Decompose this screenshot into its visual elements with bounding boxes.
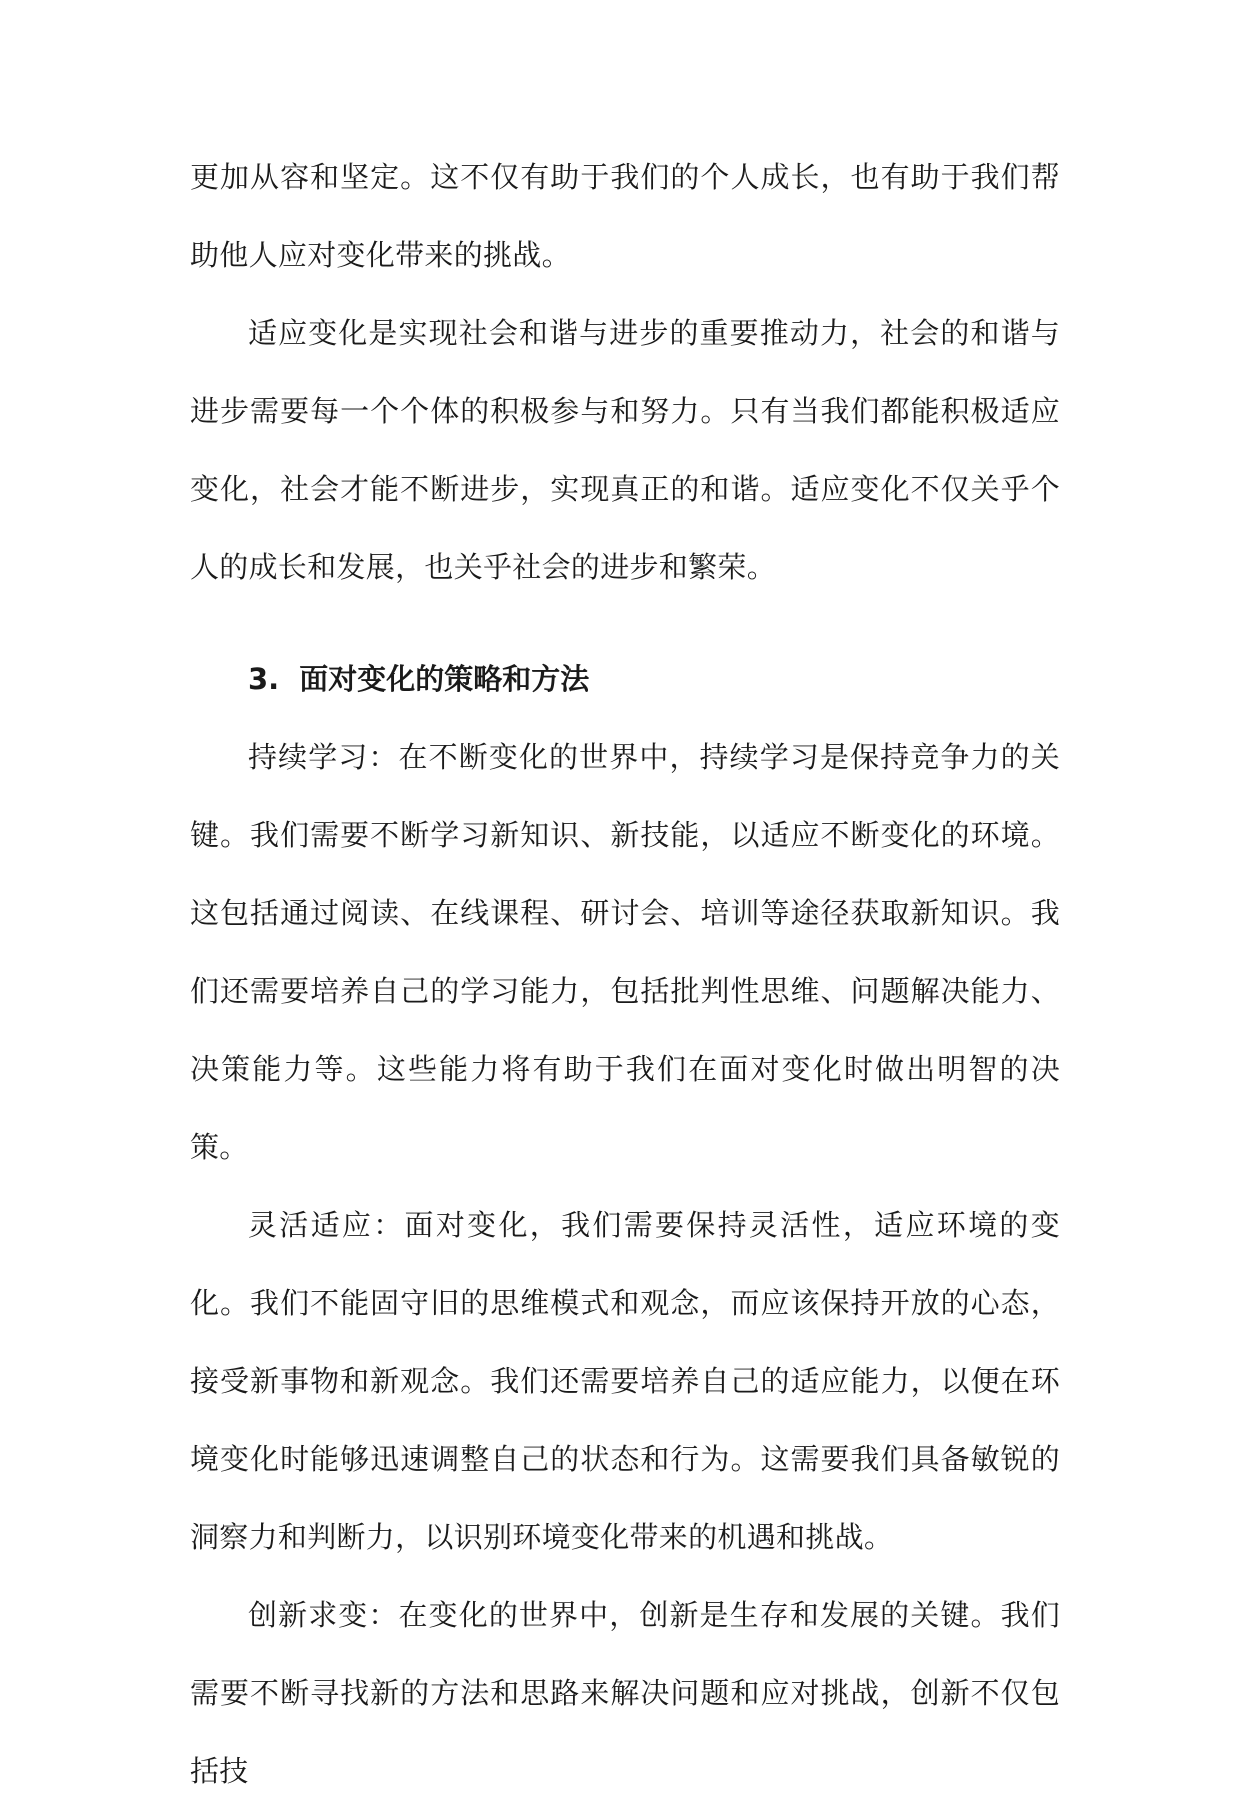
paragraph-flexible-adaptation: 灵活适应：面对变化，我们需要保持灵活性，适应环境的变化。我们不能固守旧的思维模式和观念，而应该保持开放的心态，接受新事物和新观念。我们还需要培养自己的适应能力，以便在环境变化时能够迅速调整自己的状态和行为。这需要我们具备敏锐的洞察力和判断力，以识别环境变化带来的机遇和挑战。	[190, 1208, 1060, 1554]
paragraph-continuous-learning: 持续学习：在不断变化的世界中，持续学习是保持竞争力的关键。我们需要不断学习新知识、新技能，以适应不断变化的环境。这包括通过阅读、在线课程、研讨会、培训等途径获取新知识。我们还需要培养自己的学习能力，包括批判性思维、问题解决能力、决策能力等。这些能力将有助于我们在面对变化时做出明智的决策。	[190, 740, 1060, 1164]
paragraph-continued: 更加从容和坚定。这不仅有助于我们的个人成长，也有助于我们帮助他人应对变化带来的挑战。	[190, 160, 1060, 272]
section-title: 面对变化的策略和方法	[299, 662, 590, 696]
paragraph-social-harmony: 适应变化是实现社会和谐与进步的重要推动力，社会的和谐与进步需要每一个个体的积极参与和努力。只有当我们都能积极适应变化，社会才能不断进步，实现真正的和谐。适应变化不仅关乎个人的成长和发展，也关乎社会的进步和繁荣。	[190, 316, 1060, 584]
body-text	[190, 138, 1060, 1810]
section-heading	[190, 640, 1060, 718]
paragraph-innovation: 创新求变：在变化的世界中，创新是生存和发展的关键。我们需要不断寻找新的方法和思路来解决问题和应对挑战，创新不仅包括技	[190, 1598, 1060, 1788]
section-number: 3.	[248, 662, 280, 696]
